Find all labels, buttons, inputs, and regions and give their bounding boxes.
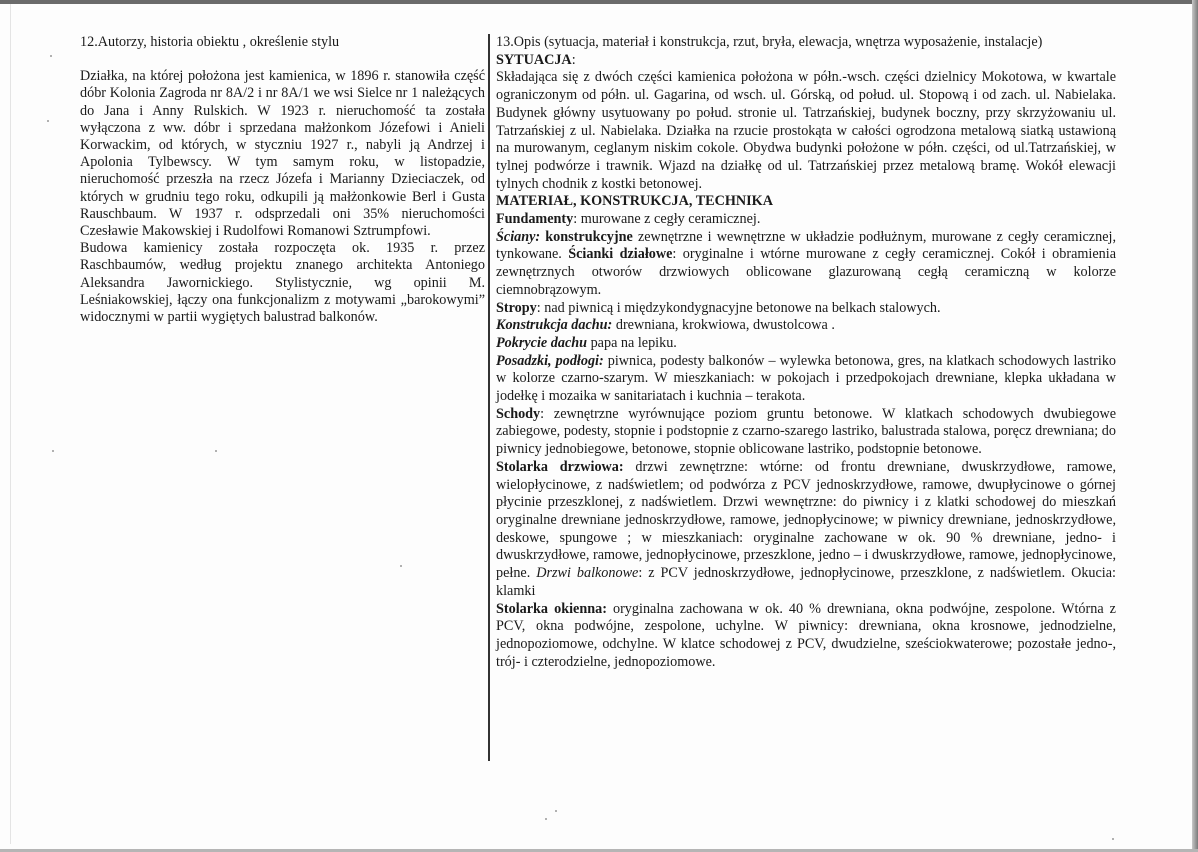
scan-speck bbox=[555, 810, 557, 812]
section-13-title: 13.Opis (sytuacja, materiał i konstrukcja, rzut, bryła, elewacja, wnętrza wyposażenie, instalacje) bbox=[496, 34, 1043, 50]
scan-speck bbox=[52, 450, 54, 452]
fundamenty-label: Fundamenty bbox=[496, 211, 574, 228]
sciany-text: zewnętrzne i wewnętrzne w układzie podłużnym, murowane z cegły ceramicznej, tynkowane. bbox=[496, 228, 1116, 263]
konstrukcja-dachu-entry bbox=[496, 317, 1116, 335]
posadzki-text: piwnica, podesty balkonów – wylewka betonowa, gres, na klatkach schodowych lastriko w kolorze czarno-szarym. W mieszkaniach: w pokojach i przedpokojach drewniane, klepka układana w jodełkę i mozaika w sanitariatach i kuchnia – terakota. bbox=[496, 352, 1117, 405]
stolarka-okienna-text: oryginalna zachowana w ok. 40 % drewniana, okna podwójne, zespolone. Wtórna z PCV, okna podwójne, zespolone, uchylne. W piwnicy: drewniana, okna krosnowe, jednodzielne, jednopoziomowe, odchylne. W klatce schodowej z PCV, dwudzielne, sześciokwaterowe; pozostałe jedno-, trój- i czterodzielne, jednopoziomowe. bbox=[496, 600, 1116, 670]
material-heading: MATERIAŁ, KONSTRUKCJA, TECHNIKA bbox=[496, 193, 773, 210]
section-12-column bbox=[80, 34, 485, 326]
konstrukcja-dachu-label: Konstrukcja dachu: bbox=[496, 317, 613, 334]
scan-speck bbox=[1112, 838, 1114, 840]
scan-speck bbox=[400, 565, 402, 567]
pokrycie-dachu-label: Pokrycie dachu bbox=[496, 334, 588, 351]
fundamenty-entry bbox=[496, 211, 1116, 229]
stolarka-drzwiowa-label: Stolarka drzwiowa: bbox=[496, 458, 624, 475]
section-12-title: 12.Autorzy, historia obiektu , określenie stylu bbox=[80, 34, 340, 50]
schody-text: : zewnętrzne wyrównujące poziom gruntu betonowe. W klatkach schodowych dwubiegowe zabiegowe, podesty, stopnie i podstopnie z czarno-szarego lastriko, balustrada stalowa, poręcz drewniana; do piwnicy jednobiegowe, betonowe, stopnie oblicowane lastriko, podstopnie betonowe. bbox=[496, 405, 1116, 458]
sciany-sublabel: konstrukcyjne bbox=[540, 228, 633, 245]
column-divider bbox=[488, 34, 490, 761]
scan-edge-left bbox=[10, 4, 11, 844]
sciany-entry bbox=[496, 229, 1116, 300]
stropy-text: : nad piwnicą i międzykondygnacyjne betonowe na belkach stalowych. bbox=[536, 299, 941, 316]
stolarka-okienna-entry bbox=[496, 601, 1116, 672]
stropy-entry bbox=[496, 300, 1116, 318]
scan-speck bbox=[50, 55, 52, 57]
pokrycie-dachu-entry bbox=[496, 335, 1116, 353]
situation-heading-colon: : bbox=[571, 51, 576, 68]
scan-edge-top bbox=[0, 0, 1198, 4]
stolarka-drzwiowa-entry bbox=[496, 459, 1116, 601]
scianki-dzialowe-label: Ścianki działowe bbox=[568, 246, 673, 263]
fundamenty-text: : murowane z cegły ceramicznej. bbox=[573, 211, 761, 228]
situation-heading-line bbox=[496, 52, 1116, 70]
scan-speck bbox=[215, 450, 217, 452]
situation-heading: SYTUACJA bbox=[496, 51, 572, 68]
construction-paragraph: Budowa kamienicy została rozpoczęta ok. 1935 r. przez Raschbaumów, według projektu znanego architekta Antoniego Aleksandra Jawornickiego. Stylistycznie, wg opinii M. Leśniakowskiej, łączy ona funkcjonalizm z motywami „barokowymi” widocznymi w partii wygiętych balustrad balkonów. bbox=[80, 240, 485, 326]
schody-label: Schody bbox=[496, 405, 541, 422]
scan-edge-right bbox=[1192, 0, 1198, 852]
history-paragraph: Działka, na której położona jest kamienica, w 1896 r. stanowiła część dóbr Kolonia Zagroda nr 8A/2 i nr 8A/1 we wsi Sielce nr 1 należących do Jana i Anny Rulskich. W 1923 r. nieruchomość ta została wyłączona z ww. dóbr i sprzedana małżonkom Józefowi i Anieli Korwackim, od których, w styczniu 1927 r., nabyli ją Andrzej i Apolonia Tylbewscy. W tym samym roku, w listopadzie, nieruchomość przeszła na rzecz Józefa i Marianny Dzieciaczek, od których w grudniu tego roku, odkupili ją małżonkowie Berl i Gusta Rauschbaum. W 1937 r. odsprzedali oni 35% nieruchomości Czesławie Makowskiej i Rudolfowi Romanowi Sztrumpfowi. bbox=[80, 68, 485, 240]
section-13-column bbox=[496, 34, 1116, 671]
situation-text: Składająca się z dwóch części kamienica położona w półn.-wsch. części dzielnicy Mokotowa, w kwartale ograniczonym od półn. ul. Gagarina, od wsch. ul. Górską, od połud. ul. Stopową i od zach. ul. Nabielaka. Budynek główny usytuowany po połud. stronie ul. Tatrzańskiej, budynek boczny, przy skrzyżowaniu ul. Tatrzańskiej z ul. Nabielaka. Działka na rzucie prostokąta w całości ogrodzona metalową siatką ustawioną na murowanym, ceglanym niskim cokole. Obydwa budynki położone w półn. części, od ul.Tatrzańskiej, w tylnej podwórze i trawnik. Wjazd na działkę od ul. Tatrzańskiej przez metalową bramę. Wokół elewacji tylnych chodnik z kostki betonowej. bbox=[496, 69, 1116, 192]
stolarka-okienna-label: Stolarka okienna: bbox=[496, 600, 607, 617]
drzwi-balkonowe-text: : z PCV jednoskrzydłowe, jednopłycinowe, przeszklone, z nadświetlem. Okucia: klamki bbox=[496, 565, 1116, 599]
posadzki-label: Posadzki, podłogi: bbox=[496, 352, 604, 369]
scan-speck bbox=[545, 818, 547, 820]
scan-speck bbox=[47, 120, 49, 122]
stropy-label: Stropy bbox=[496, 299, 537, 316]
pokrycie-dachu-text: papa na lepiku. bbox=[587, 334, 677, 351]
schody-entry bbox=[496, 406, 1116, 459]
posadzki-entry bbox=[496, 353, 1116, 406]
sciany-label: Ściany: bbox=[496, 228, 541, 245]
stolarka-drzwiowa-text: drzwi zewnętrzne: wtórne: od frontu drewniane, dwuskrzydłowe, ramowe, wielopłycinowe, z nadświetlem; od podwórza z PCV jednoskrzydłowe, ramowe, dwupłycinowe o górnej płycinie przeszklonej, z nadświetlem. Drzwi wewnętrzne: do piwnicy i z klatki schodowej do mieszkań oryginalne drewniane jednoskrzydłowe, ramowe, jednopłycinowe; w piwnicy drewniane, jednoskrzydłowe, deskowe, spungowe ; w mieszkaniach: oryginalne zachowane w ok. 90 % drewniane, jedno- i dwuskrzydłowe, ramowe, jednopłycinowe, przeszklone, jedno – i dwuskrzydłowe, ramowe, jednopłycinowe, pełne. bbox=[496, 458, 1116, 582]
konstrukcja-dachu-text: drewniana, krokwiowa, dwustolcowa . bbox=[612, 317, 835, 334]
drzwi-balkonowe-label: Drzwi balkonowe bbox=[536, 565, 639, 582]
scianki-dzialowe-text: : oryginalne i wtórne murowane z cegły ceramicznej. Cokół i obramienia zewnętrznych otworów drzwiowych oblicowane glazurowaną cegłą ceramiczną w kolorze ciemnobrązowym. bbox=[496, 246, 1116, 298]
